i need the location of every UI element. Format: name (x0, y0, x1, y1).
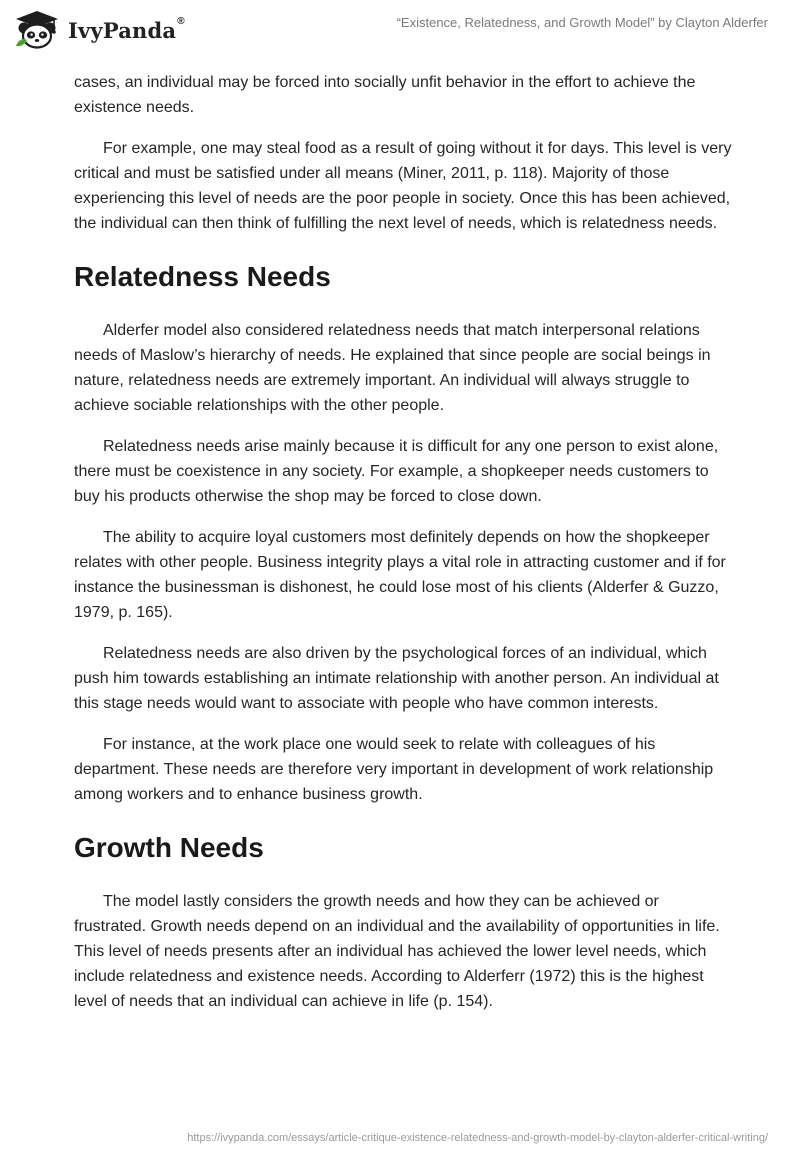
paragraph: The model lastly considers the growth needs and how they can be achieved or frustrated. Growth needs depend on an individual and the availability of opportunities in life. This level of needs presents after an individual has achieved the lower level needs, which include relatedness and existence needs. According to Alderferr (1972) this is the highest level of needs that an individual can achieve in life (p. 154). (74, 893, 720, 1010)
brand-name (68, 15, 185, 43)
section-heading-growth: Growth Needs (74, 832, 264, 863)
paragraph: For instance, at the work place one would seek to relate with colleagues of his department. These needs are therefore very important in development of work relationship among workers and to enhance business growth. (74, 736, 714, 803)
page-header (0, 0, 800, 64)
paragraph: cases, an individual may be forced into socially unfit behavior in the effort to achieve the existence needs. (74, 74, 696, 116)
brand-name-text: IvyPanda (68, 17, 177, 43)
paragraph: Relatedness needs arise mainly because it is difficult for any one person to exist alone, there must be coexistence in any society. For example, a shopkeeper needs customers to buy his products otherwise the shop may be forced to close down. (74, 438, 719, 505)
ivypanda-logo[interactable] (14, 9, 185, 49)
paragraph: Alderfer model also considered relatedness needs that match interpersonal relations needs of Maslow’s hierarchy of needs. He explained that since people are social beings in nature, relatedness needs are extremely important. An individual will always struggle to achieve sociable relationships with the other people. (74, 322, 711, 414)
source-url[interactable]: https://ivypanda.com/essays/article-critique-existence-relatedness-and-growth-model-by-clayton-alderfer-critical-writing/ (187, 1132, 768, 1144)
panda-graduate-icon (14, 9, 60, 49)
paragraph: For example, one may steal food as a result of going without it for days. This level is very critical and must be satisfied under all means (Miner, 2011, p. 118). Majority of those experiencing this level of needs are the poor people in society. Once this has been achieved, the individual can then think of fulfilling the next level of needs, which is relatedness needs. (74, 140, 732, 232)
paragraph: Relatedness needs are also driven by the psychological forces of an individual, which push him towards establishing an intimate relationship with another person. An individual at this stage needs would want to associate with people who have common interests. (74, 645, 719, 712)
essay-body (74, 70, 734, 1030)
document-title: “Existence, Relatedness, and Growth Model” by Clayton Alderfer (396, 15, 768, 30)
registered-mark: ® (177, 15, 185, 27)
section-heading-relatedness: Relatedness Needs (74, 261, 331, 292)
paragraph: The ability to acquire loyal customers most definitely depends on how the shopkeeper relates with other people. Business integrity plays a vital role in attracting customer and if for instance the businessman is dishonest, he could lose most of his clients (Alderfer & Guzzo, 1979, p. 165). (74, 529, 726, 621)
